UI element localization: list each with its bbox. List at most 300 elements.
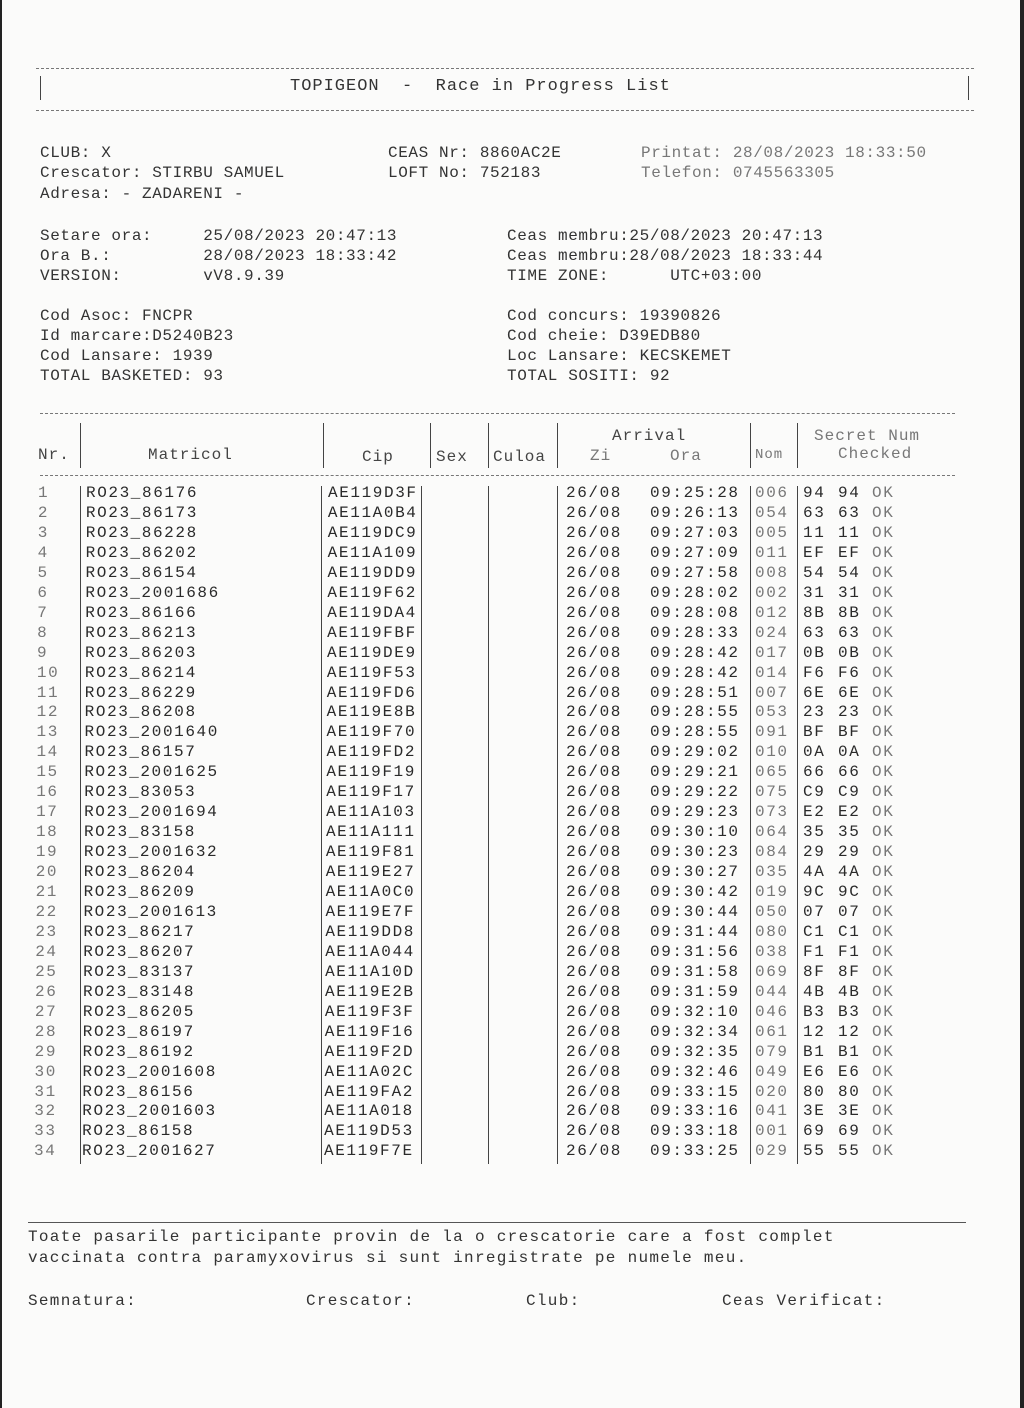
cell-matricol: RO23_86173 xyxy=(85,503,198,522)
cell-ora: 09:30:10 xyxy=(650,823,740,842)
cell-nr: 22 xyxy=(35,902,58,921)
column-divider xyxy=(557,486,558,1164)
cell-ora: 09:28:02 xyxy=(650,583,740,602)
cell-matricol: RO23_86202 xyxy=(85,543,198,562)
cell-zi: 26/08 xyxy=(566,942,623,961)
cell-secret-2: 4A xyxy=(838,863,861,882)
column-divider xyxy=(421,486,422,1164)
column-divider xyxy=(488,486,489,1164)
cell-ora: 09:32:46 xyxy=(650,1062,740,1081)
cell-nr: 1 xyxy=(38,484,50,502)
cell-secret-2: 0B xyxy=(838,643,861,662)
cell-nom: 075 xyxy=(755,783,789,802)
cell-nom: 091 xyxy=(755,723,789,742)
cell-checked: OK xyxy=(872,783,895,802)
header-cip: Cip xyxy=(362,448,394,466)
cell-secret-1: E6 xyxy=(803,1062,826,1081)
cell-nr: 23 xyxy=(35,922,58,941)
cell-secret-2: EF xyxy=(838,543,861,562)
column-divider xyxy=(321,486,322,1164)
cell-nr: 14 xyxy=(36,743,59,762)
cell-checked: OK xyxy=(872,643,895,662)
cell-secret-1: 31 xyxy=(803,583,826,602)
cell-ora: 09:33:18 xyxy=(650,1122,740,1141)
cell-nom: 008 xyxy=(755,563,789,582)
cell-nr: 31 xyxy=(34,1082,57,1101)
cell-secret-1: 66 xyxy=(803,763,826,782)
cell-secret-2: 54 xyxy=(838,563,861,582)
cell-zi: 26/08 xyxy=(566,663,623,682)
cell-cip: AE119E27 xyxy=(325,863,416,882)
cell-matricol: RO23_86176 xyxy=(86,484,199,502)
cell-checked: OK xyxy=(872,863,895,882)
printat: Printat: 28/08/2023 18:33:50 xyxy=(641,144,927,162)
cell-ora: 09:28:08 xyxy=(650,603,740,622)
cell-matricol: RO23_86154 xyxy=(85,563,198,582)
cell-cip: AE119FD6 xyxy=(326,683,417,702)
cell-matricol: RO23_83148 xyxy=(83,982,196,1001)
cell-cip: AE119F70 xyxy=(326,723,417,742)
cell-nom: 054 xyxy=(755,503,789,522)
column-divider xyxy=(80,486,81,1164)
cell-secret-1: 69 xyxy=(803,1122,826,1141)
cell-cip: AE11A0C0 xyxy=(325,883,416,901)
cell-secret-2: 63 xyxy=(838,623,861,642)
cell-secret-2: C1 xyxy=(838,922,861,941)
cell-zi: 26/08 xyxy=(566,683,623,702)
cell-secret-1: 11 xyxy=(803,523,826,542)
cell-ora: 09:32:35 xyxy=(650,1042,740,1061)
cell-ora: 09:30:42 xyxy=(650,883,740,901)
cell-secret-2: 23 xyxy=(838,703,861,722)
cell-nom: 014 xyxy=(755,663,789,682)
cell-nom: 002 xyxy=(755,583,789,602)
cell-nr: 17 xyxy=(36,803,59,822)
cell-ora: 09:29:21 xyxy=(650,763,740,782)
cell-cip: AE11A111 xyxy=(325,823,416,842)
cell-checked: OK xyxy=(872,982,895,1001)
cell-cip: AE119F62 xyxy=(327,583,418,602)
cell-secret-1: B1 xyxy=(803,1042,826,1061)
crescator-label: Crescator: xyxy=(306,1292,416,1310)
cell-ora: 09:30:27 xyxy=(650,863,740,882)
cell-matricol: RO23_2001686 xyxy=(85,583,220,602)
header-secret-num: Secret Num xyxy=(814,427,921,445)
cell-secret-2: 80 xyxy=(838,1082,861,1101)
cell-nr: 2 xyxy=(37,503,50,522)
cell-checked: OK xyxy=(872,902,895,921)
cell-nom: 011 xyxy=(755,543,789,562)
cell-nr: 3 xyxy=(37,523,49,542)
cell-zi: 26/08 xyxy=(566,703,623,722)
cell-nom: 073 xyxy=(755,803,789,822)
cell-matricol: RO23_86229 xyxy=(84,683,197,702)
cell-zi: 26/08 xyxy=(566,543,623,562)
cell-matricol: RO23_2001625 xyxy=(84,763,219,782)
cell-secret-2: 12 xyxy=(838,1022,861,1041)
column-divider xyxy=(557,423,558,468)
cell-nr: 32 xyxy=(34,1102,57,1121)
cell-secret-1: 29 xyxy=(803,843,826,862)
cell-nr: 15 xyxy=(36,763,59,782)
cell-matricol: RO23_86207 xyxy=(83,942,196,961)
column-divider xyxy=(430,423,431,468)
cell-cip: AE11A018 xyxy=(324,1102,414,1121)
cell-ora: 09:32:10 xyxy=(650,1002,740,1021)
cell-ora: 09:27:03 xyxy=(650,523,740,542)
cell-matricol: RO23_2001694 xyxy=(84,803,219,822)
cell-matricol: RO23_86158 xyxy=(82,1122,195,1141)
cell-cip: AE119DC9 xyxy=(327,523,418,542)
cell-ora: 09:27:09 xyxy=(650,543,740,562)
cell-matricol: RO23_2001632 xyxy=(83,843,219,862)
cell-cip: AE119DD9 xyxy=(327,563,418,582)
cell-secret-2: 8B xyxy=(838,603,861,622)
cell-nr: 7 xyxy=(37,603,49,622)
cell-zi: 26/08 xyxy=(566,823,623,842)
divider xyxy=(968,76,969,100)
cell-cip: AE119DA4 xyxy=(327,603,417,622)
column-divider xyxy=(323,423,324,468)
cell-matricol: RO23_86157 xyxy=(84,743,197,762)
cell-matricol: RO23_86203 xyxy=(85,643,198,662)
cell-zi: 26/08 xyxy=(566,1002,623,1021)
cell-matricol: RO23_86214 xyxy=(84,663,197,682)
cell-secret-2: 4B xyxy=(838,982,861,1001)
cod-lansare: Cod Lansare: 1939 xyxy=(40,347,214,365)
cell-zi: 26/08 xyxy=(566,982,623,1001)
cell-checked: OK xyxy=(872,1102,895,1121)
cell-secret-1: EF xyxy=(803,543,826,562)
cell-secret-1: 80 xyxy=(803,1082,826,1101)
cell-nr: 12 xyxy=(36,703,60,722)
cell-cip: AE119FBF xyxy=(327,623,417,642)
header-matricol: Matricol xyxy=(148,446,233,464)
cell-checked: OK xyxy=(872,503,895,522)
cell-nom: 012 xyxy=(755,603,789,622)
cell-nr: 28 xyxy=(34,1022,58,1041)
id-marcare: Id marcare:D5240B23 xyxy=(40,327,234,345)
cell-checked: OK xyxy=(872,942,895,961)
cell-secret-2: C9 xyxy=(838,783,861,802)
cell-cip: AE119E7F xyxy=(325,902,416,921)
page-title: TOPIGEON - Race in Progress List xyxy=(290,77,671,96)
cell-cip: AE119F17 xyxy=(326,783,416,802)
cell-nr: 20 xyxy=(35,863,59,882)
ceas-nr: CEAS Nr: 8860AC2E xyxy=(388,144,562,162)
cell-ora: 09:30:23 xyxy=(650,843,740,862)
cell-checked: OK xyxy=(872,1122,895,1141)
semnatura-label: Semnatura: xyxy=(28,1292,138,1310)
setare-ora: Setare ora: 25/08/2023 20:47:13 xyxy=(40,227,398,245)
cell-nom: 079 xyxy=(755,1042,789,1061)
cell-secret-2: 29 xyxy=(838,843,861,862)
cell-ora: 09:33:15 xyxy=(650,1082,740,1101)
cell-nr: 33 xyxy=(34,1122,57,1141)
cell-nom: 041 xyxy=(755,1102,789,1121)
ceas-membru-2: Ceas membru:28/08/2023 18:33:44 xyxy=(507,247,824,265)
cell-secret-1: F6 xyxy=(803,663,826,682)
cell-nom: 005 xyxy=(755,523,789,542)
cell-matricol: RO23_83137 xyxy=(83,962,196,981)
cell-zi: 26/08 xyxy=(566,1122,623,1141)
cell-nom: 006 xyxy=(755,484,789,502)
cell-matricol: RO23_86205 xyxy=(82,1002,195,1021)
cell-nr: 11 xyxy=(36,683,60,702)
header-checked: Checked xyxy=(838,445,913,463)
cell-cip: AE119FD2 xyxy=(326,743,417,762)
cell-nr: 25 xyxy=(35,962,58,981)
cell-matricol: RO23_2001627 xyxy=(82,1142,217,1161)
cell-ora: 09:33:25 xyxy=(650,1142,740,1161)
cell-matricol: RO23_86209 xyxy=(83,883,196,901)
cell-cip: AE119F7E xyxy=(324,1142,414,1161)
cell-matricol: RO23_83158 xyxy=(83,823,196,842)
cell-checked: OK xyxy=(872,523,895,542)
cell-ora: 09:31:59 xyxy=(650,982,740,1001)
cell-zi: 26/08 xyxy=(566,763,623,782)
cell-checked: OK xyxy=(872,703,895,722)
divider xyxy=(36,110,974,111)
cell-matricol: RO23_86217 xyxy=(83,922,196,941)
cell-checked: OK xyxy=(872,823,895,842)
cell-ora: 09:29:22 xyxy=(650,783,740,802)
header-nom: Nom xyxy=(755,447,784,463)
cell-zi: 26/08 xyxy=(566,883,623,901)
cell-ora: 09:26:13 xyxy=(650,503,740,522)
cell-nr: 18 xyxy=(35,823,59,842)
cell-secret-2: 69 xyxy=(838,1122,861,1141)
cell-checked: OK xyxy=(872,843,895,862)
cell-nr: 8 xyxy=(37,623,49,642)
cell-zi: 26/08 xyxy=(566,503,623,522)
cell-cip: AE119F19 xyxy=(326,763,416,782)
cell-zi: 26/08 xyxy=(566,1022,623,1041)
cell-nom: 035 xyxy=(755,863,789,882)
cell-cip: AE119FA2 xyxy=(324,1082,415,1101)
telefon: Telefon: 0745563305 xyxy=(641,164,835,182)
cell-zi: 26/08 xyxy=(566,1042,623,1061)
cell-nr: 4 xyxy=(37,543,49,562)
cod-concurs: Cod concurs: 19390826 xyxy=(507,307,722,325)
cell-secret-1: C1 xyxy=(803,922,826,941)
cell-nr: 27 xyxy=(34,1002,58,1021)
cell-secret-1: F1 xyxy=(803,942,826,961)
cell-nr: 21 xyxy=(35,883,58,901)
adresa: Adresa: - ZADARENI - xyxy=(40,185,245,203)
cell-zi: 26/08 xyxy=(566,843,623,862)
cell-matricol: RO23_86213 xyxy=(85,623,198,642)
cell-matricol: RO23_2001640 xyxy=(84,723,219,742)
cell-secret-1: 35 xyxy=(803,823,826,842)
cell-checked: OK xyxy=(872,623,895,642)
cell-zi: 26/08 xyxy=(566,603,623,622)
cell-secret-2: 6E xyxy=(838,683,861,702)
cell-checked: OK xyxy=(872,543,895,562)
cell-cip: AE119E8B xyxy=(326,703,417,722)
cell-cip: AE11A103 xyxy=(326,803,416,822)
cell-checked: OK xyxy=(872,803,895,822)
cell-checked: OK xyxy=(872,1082,895,1101)
cell-ora: 09:29:02 xyxy=(650,743,740,762)
divider xyxy=(36,68,974,69)
cell-ora: 09:25:28 xyxy=(650,484,740,502)
total-sositi: TOTAL SOSITI: 92 xyxy=(507,367,671,385)
cell-checked: OK xyxy=(872,583,895,602)
cod-cheie: Cod cheie: D39EDB80 xyxy=(507,327,701,345)
cell-nom: 069 xyxy=(755,962,789,981)
header-arrival: Arrival xyxy=(612,427,687,445)
cell-ora: 09:28:42 xyxy=(650,643,740,662)
cell-cip: AE119E2B xyxy=(325,982,415,1001)
cell-secret-1: E2 xyxy=(803,803,826,822)
statement-line-1: Toate pasarile participante provin de la o crescatorie care a fost complet xyxy=(28,1228,835,1246)
cell-ora: 09:31:44 xyxy=(650,922,740,941)
cell-secret-2: 35 xyxy=(838,823,861,842)
cell-zi: 26/08 xyxy=(566,1082,623,1101)
cell-secret-1: 12 xyxy=(803,1022,826,1041)
cell-secret-1: 3E xyxy=(803,1102,826,1121)
column-divider xyxy=(80,423,81,468)
cell-nr: 5 xyxy=(37,563,49,582)
cell-matricol: RO23_83053 xyxy=(84,783,197,802)
cell-ora: 09:28:51 xyxy=(650,683,740,702)
cell-secret-1: 0B xyxy=(803,643,826,662)
ceas-verificat-label: Ceas Verificat: xyxy=(722,1292,886,1310)
time-zone: TIME ZONE: UTC+03:00 xyxy=(507,267,763,285)
cell-secret-2: F1 xyxy=(838,942,861,961)
cell-secret-1: 07 xyxy=(803,902,826,921)
cell-nom: 017 xyxy=(755,643,789,662)
cell-matricol: RO23_2001613 xyxy=(83,902,218,921)
cell-zi: 26/08 xyxy=(566,1142,623,1161)
cell-checked: OK xyxy=(872,1002,895,1021)
cell-zi: 26/08 xyxy=(566,523,623,542)
divider xyxy=(40,76,41,100)
cell-checked: OK xyxy=(872,484,895,502)
cell-cip: AE11A044 xyxy=(325,942,415,961)
divider xyxy=(40,475,955,476)
cell-zi: 26/08 xyxy=(566,902,623,921)
cell-ora: 09:32:34 xyxy=(650,1022,740,1041)
cell-checked: OK xyxy=(872,603,895,622)
cell-checked: OK xyxy=(872,1042,895,1061)
cell-secret-2: E6 xyxy=(838,1062,861,1081)
cell-matricol: RO23_86156 xyxy=(82,1082,195,1101)
divider xyxy=(40,413,955,414)
scan-left-edge xyxy=(0,0,2,1408)
cell-cip: AE119F81 xyxy=(325,843,416,862)
column-divider xyxy=(750,423,751,468)
cell-secret-2: 31 xyxy=(838,583,861,602)
cell-secret-2: BF xyxy=(838,723,861,742)
cell-nom: 010 xyxy=(755,743,789,762)
cod-asoc: Cod Asoc: FNCPR xyxy=(40,307,194,325)
cell-secret-1: 23 xyxy=(803,703,826,722)
cell-secret-2: B1 xyxy=(838,1042,861,1061)
cell-cip: AE119F53 xyxy=(326,663,417,682)
cell-zi: 26/08 xyxy=(566,803,623,822)
cell-zi: 26/08 xyxy=(566,1102,623,1121)
loft-no: LOFT No: 752183 xyxy=(388,164,542,182)
loc-lansare: Loc Lansare: KECSKEMET xyxy=(507,347,732,365)
scan-right-edge xyxy=(1020,0,1024,1408)
cell-ora: 09:29:23 xyxy=(650,803,740,822)
cell-cip: AE119F16 xyxy=(324,1022,415,1041)
cell-secret-2: 3E xyxy=(838,1102,861,1121)
cell-secret-2: 66 xyxy=(838,763,861,782)
cell-secret-2: 0A xyxy=(838,743,861,762)
cell-nr: 13 xyxy=(36,723,59,742)
cell-nr: 24 xyxy=(35,942,58,961)
cell-zi: 26/08 xyxy=(566,563,623,582)
cell-nr: 29 xyxy=(34,1042,58,1061)
cell-nom: 019 xyxy=(755,883,789,901)
cell-cip: AE119F3F xyxy=(324,1002,415,1021)
cell-zi: 26/08 xyxy=(566,723,623,742)
cell-secret-1: 63 xyxy=(803,623,826,642)
cell-cip: AE11A109 xyxy=(327,543,418,562)
cell-cip: AE119D53 xyxy=(324,1122,414,1141)
cell-zi: 26/08 xyxy=(566,484,623,502)
cell-ora: 09:28:55 xyxy=(650,703,740,722)
cell-secret-2: 07 xyxy=(838,902,861,921)
cell-nom: 001 xyxy=(755,1122,789,1141)
cell-secret-1: 94 xyxy=(803,484,826,502)
version: VERSION: vV8.9.39 xyxy=(40,267,285,285)
cell-zi: 26/08 xyxy=(566,783,623,802)
statement-line-2: vaccinata contra paramyxovirus si sunt inregistrate pe numele meu. xyxy=(28,1249,748,1267)
cell-checked: OK xyxy=(872,743,895,762)
header-sex: Sex xyxy=(436,448,468,466)
cell-nom: 053 xyxy=(755,703,789,722)
cell-secret-1: 55 xyxy=(803,1142,826,1161)
cell-matricol: RO23_86204 xyxy=(83,863,196,882)
cell-ora: 09:28:55 xyxy=(650,723,740,742)
club: CLUB: X xyxy=(40,144,112,162)
cell-nom: 064 xyxy=(755,823,789,842)
cell-nr: 6 xyxy=(37,583,49,602)
cell-matricol: RO23_2001608 xyxy=(82,1062,217,1081)
cell-cip: AE119D3F xyxy=(328,484,418,502)
cell-cip: AE119DD8 xyxy=(325,922,415,941)
cell-cip: AE119F2D xyxy=(324,1042,415,1061)
cell-secret-1: C9 xyxy=(803,783,826,802)
cell-nr: 10 xyxy=(36,663,60,682)
cell-zi: 26/08 xyxy=(566,623,623,642)
cell-ora: 09:27:58 xyxy=(650,563,740,582)
cell-secret-1: 63 xyxy=(803,503,826,522)
column-divider xyxy=(797,486,798,1164)
cell-zi: 26/08 xyxy=(566,863,623,882)
cell-ora: 09:31:58 xyxy=(650,962,740,981)
club-label: Club: xyxy=(526,1292,581,1310)
cell-checked: OK xyxy=(872,1062,895,1081)
cell-cip: AE119DE9 xyxy=(327,643,417,662)
cell-checked: OK xyxy=(872,1142,895,1161)
cell-cip: AE11A10D xyxy=(325,962,415,981)
cell-secret-1: 8F xyxy=(803,962,826,981)
cell-checked: OK xyxy=(872,723,895,742)
cell-nr: 16 xyxy=(36,783,59,802)
cell-zi: 26/08 xyxy=(566,1062,623,1081)
header-culoa: Culoa xyxy=(493,448,547,466)
cell-secret-1: 6E xyxy=(803,683,826,702)
cell-checked: OK xyxy=(872,663,895,682)
cell-ora: 09:28:42 xyxy=(650,663,740,682)
cell-ora: 09:33:16 xyxy=(650,1102,740,1121)
cell-secret-2: 94 xyxy=(838,484,861,502)
